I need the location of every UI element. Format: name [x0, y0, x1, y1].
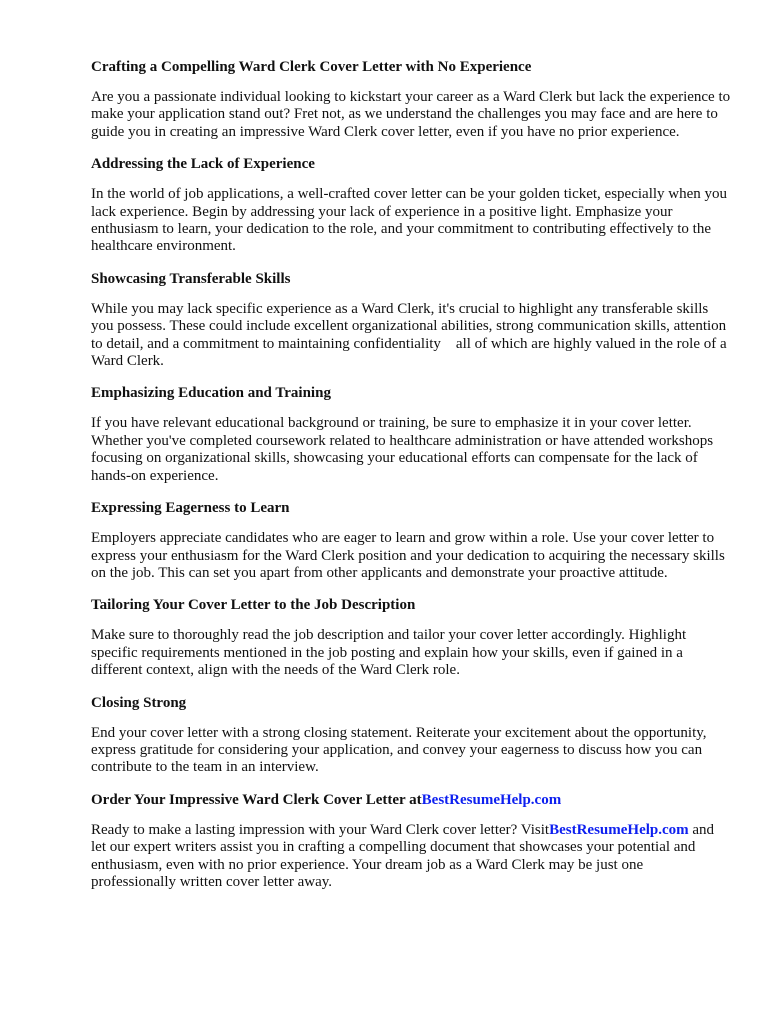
- section-body-closing: End your cover letter with a strong closing statement. Reiterate your excitement about the opportunity, express gratitude for considering your application, and convey your eagerness to discuss how you can contribute to the team in an interview.: [91, 724, 707, 776]
- order-heading: [91, 791, 731, 810]
- order-body-before: Ready to make a lasting impression with your Ward Clerk cover letter? Visit: [91, 821, 550, 838]
- order-body-after: and let our expert writers assist you in crafting a compelling document that showcases your potential and enthusiasm, even with no prior experience. Your dream job as a Ward Clerk may be just one professionally written cover letter away.: [91, 821, 715, 890]
- section-heading-eagerness: Expressing Eagerness to Learn: [91, 500, 290, 517]
- section-body-tailoring: Make sure to thoroughly read the job description and tailor your cover letter accordingly. Highlight specific requirements mentioned in the job posting and explain how your skills, even if gained in a different context, align with the needs of the Ward Clerk role.: [91, 627, 687, 679]
- intro-paragraph: Are you a passionate individual looking to kickstart your career as a Ward Clerk but lack the experience to make your application stand out? Fret not, as we understand the challenges you may face and are here to guide you in creating an impressive Ward Clerk cover letter, even if you have no prior experience.: [91, 89, 731, 140]
- section-heading-closing: Closing Strong: [91, 694, 187, 711]
- order-body: [91, 822, 731, 892]
- section-heading-transferable-skills: Showcasing Transferable Skills: [91, 270, 291, 287]
- section-heading-tailoring: Tailoring Your Cover Letter to the Job Description: [91, 597, 416, 614]
- page-title: Crafting a Compelling Ward Clerk Cover Letter with No Experience: [91, 59, 532, 75]
- section-heading-education-training: Emphasizing Education and Training: [91, 385, 331, 402]
- section-heading-lack-of-experience: Addressing the Lack of Experience: [91, 156, 315, 173]
- section-body-lack-of-experience: In the world of job applications, a well-crafted cover letter can be your golden ticket, especially when you lack experience. Begin by addressing your lack of experience in a positive light. Emphasize your enthusiasm to learn, your dedication to the role, and your commitment to contributing effectively to the healthcare environment.: [91, 186, 728, 255]
- order-body-link[interactable]: BestResumeHelp.com: [549, 821, 689, 838]
- section-body-eagerness: Employers appreciate candidates who are eager to learn and grow within a role. Use your cover letter to express your enthusiasm for the Ward Clerk position and your dedication to acquiring the necessary skills on the job. This can set you apart from other applicants and demonstrate your proactive attitude.: [91, 530, 725, 581]
- section-body-education-training: If you have relevant educational background or training, be sure to emphasize it in your cover letter. Whether you've completed coursework related to healthcare administration or have attended workshops focusing on organizational skills, showcasing your educational efforts can compensate for the lack of hands-on experience.: [91, 415, 714, 484]
- document-page: [91, 58, 731, 905]
- order-heading-text: Order Your Impressive Ward Clerk Cover Letter at: [91, 791, 422, 808]
- order-heading-link[interactable]: BestResumeHelp.com: [421, 791, 562, 808]
- section-body-transferable-skills: While you may lack specific experience as a Ward Clerk, it's crucial to highlight any transferable skills you possess. These could include excellent organizational abilities, strong communication skills, attention to detail, and a commitment to maintaining confidentiality all of which are highly valued in the role of a Ward Clerk.: [91, 300, 731, 370]
